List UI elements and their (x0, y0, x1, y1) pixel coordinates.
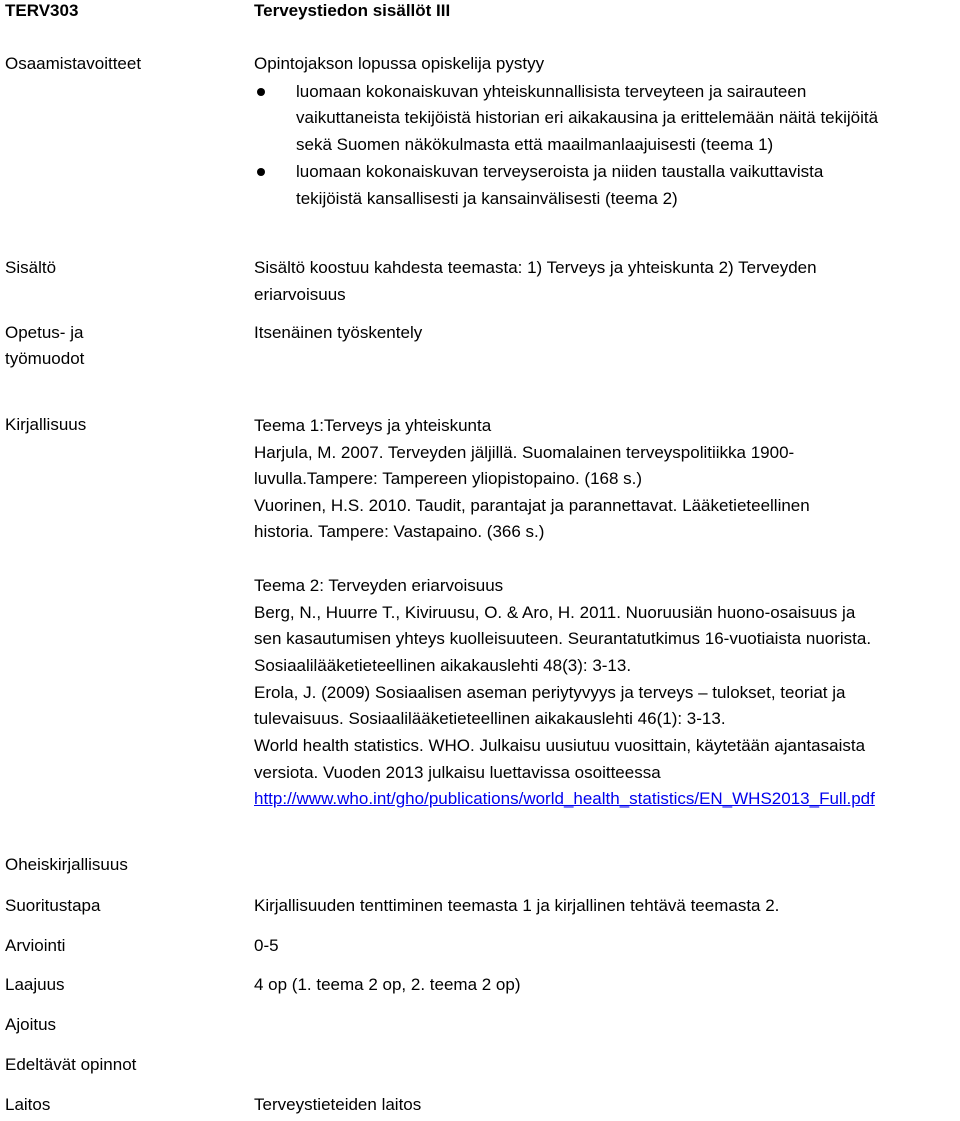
course-code: TERV303 (5, 1, 79, 20)
objective-bullet-1-line-1: luomaan kokonaiskuvan yhteiskunnallisista terveyteen ja sairauteen (296, 82, 807, 101)
timing-label: Ajoitus (5, 1015, 57, 1034)
objective-bullet-1-line-3: sekä Suomen näkökulmasta että maailmanlaajuisesti (teema 1) (296, 135, 774, 154)
prerequisites-label: Edeltävät opinnot (5, 1055, 137, 1074)
course-title: Terveystiedon sisällöt III (254, 1, 451, 20)
objective-bullet-1-line-2: vaikuttaneista tekijöistä historian eri aikakausina ja erittelemään näitä tekijöitä (296, 108, 879, 127)
completion-label: Suoritustapa (5, 896, 101, 915)
theme2-line-6: tulevaisuus. Sosiaalilääketieteellinen aikakauslehti 46(1): 3-13. (254, 709, 726, 728)
theme1-line-4: Vuorinen, H.S. 2010. Taudit, parantajat ja parannettavat. Lääketieteellinen (254, 496, 810, 515)
grading-label: Arviointi (5, 936, 66, 955)
theme2-line-2: Berg, N., Huurre T., Kiviruusu, O. & Aro, H. 2011. Nuoruusiän huono-osaisuus ja (254, 603, 856, 622)
department-label: Laitos (5, 1095, 51, 1114)
extra-literature-label: Oheiskirjallisuus (5, 855, 128, 874)
theme1-line-1: Teema 1:Terveys ja yhteiskunta (254, 416, 492, 435)
bullet-icon (257, 168, 265, 176)
theme1-line-5: historia. Tampere: Vastapaino. (366 s.) (254, 522, 545, 541)
bullet-icon (257, 88, 265, 96)
grading-value: 0-5 (254, 936, 279, 955)
content-line-2: eriarvoisuus (254, 285, 346, 304)
methods-label-line-2: työmuodot (5, 349, 85, 368)
methods-value: Itsenäinen työskentely (254, 323, 423, 342)
objectives-intro: Opintojakson lopussa opiskelija pystyy (254, 54, 545, 73)
theme2-line-3: sen kasautumisen yhteys kuolleisuuteen. Seurantatutkimus 16-vuotiaista nuorista. (254, 629, 872, 648)
department-value: Terveystieteiden laitos (254, 1095, 422, 1114)
theme2-line-8: versiota. Vuoden 2013 julkaisu luettavissa osoitteessa (254, 763, 661, 782)
theme2-line-5: Erola, J. (2009) Sosiaalisen aseman periytyvyys ja terveys – tulokset, teoriat ja (254, 683, 846, 702)
scope-label: Laajuus (5, 975, 65, 994)
objective-bullet-2-line-1: luomaan kokonaiskuvan terveyseroista ja niiden taustalla vaikuttavista (296, 162, 824, 181)
completion-value: Kirjallisuuden tenttiminen teemasta 1 ja kirjallinen tehtävä teemasta 2. (254, 896, 780, 915)
methods-label-line-1: Opetus- ja (5, 323, 84, 342)
literature-label: Kirjallisuus (5, 415, 87, 434)
who-statistics-link[interactable]: http://www.who.int/gho/publications/world_health_statistics/EN_WHS2013_Full.pdf (254, 789, 875, 808)
objective-bullet-2-line-2: tekijöistä kansallisesti ja kansainvälisesti (teema 2) (296, 189, 678, 208)
content-line-1: Sisältö koostuu kahdesta teemasta: 1) Terveys ja yhteiskunta 2) Terveyden (254, 258, 817, 277)
theme1-line-2: Harjula, M. 2007. Terveyden jäljillä. Suomalainen terveyspolitiikka 1900- (254, 443, 795, 462)
objectives-label: Osaamistavoitteet (5, 54, 142, 73)
theme2-line-4: Sosiaalilääketieteellinen aikakauslehti 48(3): 3-13. (254, 656, 632, 675)
scope-value: 4 op (1. teema 2 op, 2. teema 2 op) (254, 975, 521, 994)
theme2-line-1: Teema 2: Terveyden eriarvoisuus (254, 576, 504, 595)
theme2-line-7: World health statistics. WHO. Julkaisu uusiutuu vuosittain, käytetään ajantasaista (254, 736, 866, 755)
content-label: Sisältö (5, 258, 57, 277)
theme1-line-3: luvulla.Tampere: Tampereen yliopistopaino. (168 s.) (254, 469, 643, 488)
